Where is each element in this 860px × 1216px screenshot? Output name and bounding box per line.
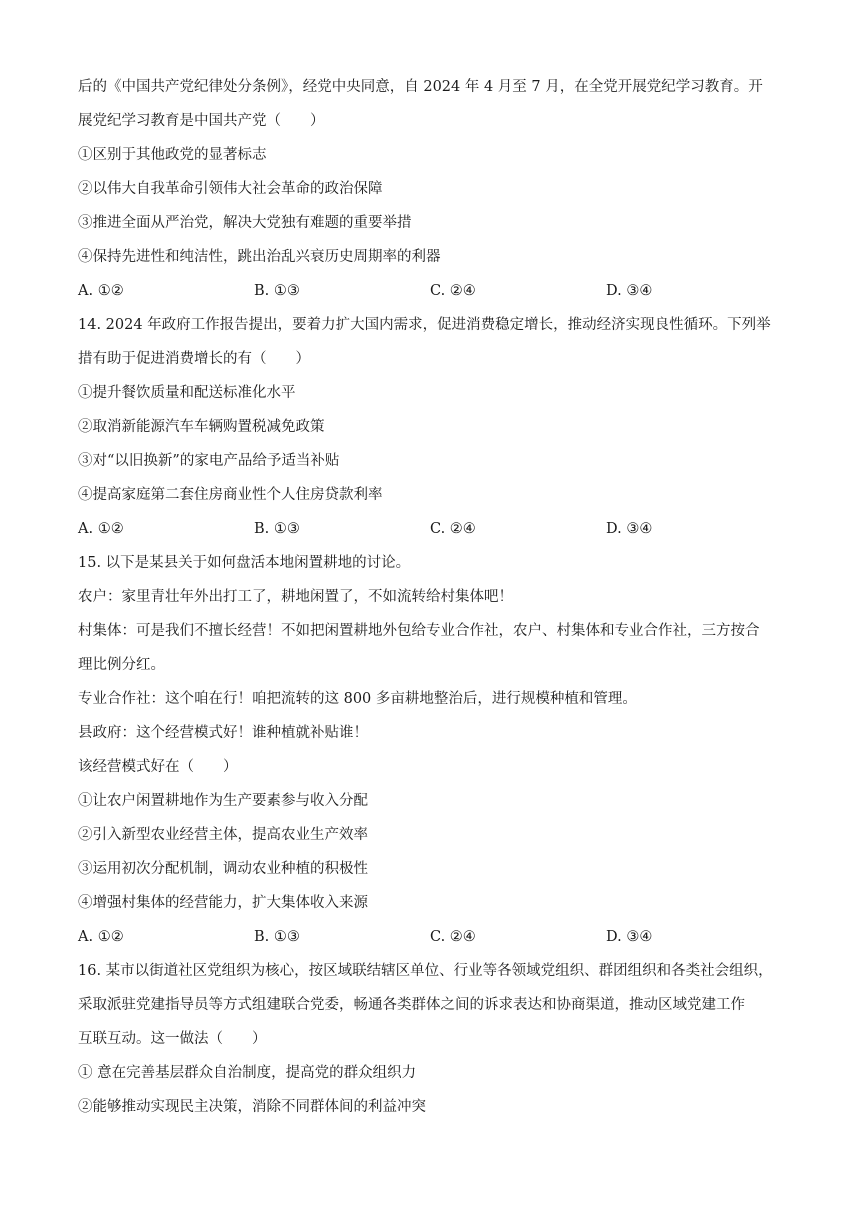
question-13-item-2: ②以伟大自我革命引领伟大社会革命的政治保障 (78, 181, 383, 197)
question-16-line-2: 采取派驻党建指导员等方式组建联合党委，畅通各类群体之间的诉求表达和协商渠道，推动区域党建工作 (78, 997, 745, 1013)
question-13-line-2: 展党纪学习教育是中国共产党（ ） (78, 113, 325, 129)
question-14-line-1: 14. 2024 年政府工作报告提出，要着力扩大国内需求，促进消费稳定增长，推动经济实现良性循环。下列举 (78, 317, 771, 333)
question-16-line-3: 互联互动。这一做法（ ） (78, 1031, 267, 1047)
question-14-item-4: ④提高家庭第二套住房商业性个人住房贷款利率 (78, 487, 383, 503)
question-16-item-2: ②能够推动实现民主决策，消除不同群体间的利益冲突 (78, 1099, 426, 1115)
question-13-item-1: ①区别于其他政党的显著标志 (78, 147, 267, 163)
question-15-line-4: 理比例分红。 (78, 657, 165, 673)
question-15 (78, 546, 782, 954)
question-15-item-1: ①让农户闲置耕地作为生产要素参与收入分配 (78, 793, 368, 809)
question-15-options (78, 920, 782, 954)
question-15-item-2: ②引入新型农业经营主体，提高农业生产效率 (78, 827, 368, 843)
question-14-option-d: D. ③④ (606, 521, 653, 537)
question-15-line-7: 该经营模式好在（ ） (78, 759, 238, 775)
question-14-line-2: 措有助于促进消费增长的有（ ） (78, 351, 310, 367)
question-14-option-c: C. ②④ (430, 521, 476, 537)
question-15-item-3: ③运用初次分配机制，调动农业种植的积极性 (78, 861, 368, 877)
question-14-item-2: ②取消新能源汽车车辆购置税减免政策 (78, 419, 325, 435)
question-15-option-c: C. ②④ (430, 929, 476, 945)
document-page (78, 70, 782, 1124)
question-13-line-1: 后的《中国共产党纪律处分条例》，经党中央同意，自 2024 年 4 月至 7 月，在全党开展党纪学习教育。开 (78, 79, 763, 95)
question-13-option-c: C. ②④ (430, 283, 476, 299)
question-15-line-5: 专业合作社：这个咱在行！咱把流转的这 800 多亩耕地整治后，进行规模种植和管理。 (78, 691, 637, 707)
question-14-item-3: ③对“以旧换新”的家电产品给予适当补贴 (78, 453, 340, 469)
question-15-option-b: B. ①③ (254, 929, 300, 945)
question-14-item-1: ①提升餐饮质量和配送标准化水平 (78, 385, 296, 401)
question-15-option-a: A. ①② (78, 929, 124, 945)
question-14-option-a: A. ①② (78, 521, 124, 537)
question-13-options (78, 274, 782, 308)
question-15-line-6: 县政府：这个经营模式好！谁种植就补贴谁！ (78, 725, 368, 741)
question-14-options (78, 512, 782, 546)
question-15-line-2: 农户：家里青壮年外出打工了，耕地闲置了，不如流转给村集体吧！ (78, 589, 513, 605)
question-15-option-d: D. ③④ (606, 929, 653, 945)
question-13-option-a: A. ①② (78, 283, 124, 299)
question-15-item-4: ④增强村集体的经营能力，扩大集体收入来源 (78, 895, 368, 911)
question-14-option-b: B. ①③ (254, 521, 300, 537)
question-13-option-d: D. ③④ (606, 283, 653, 299)
question-14 (78, 308, 782, 546)
question-15-line-3: 村集体：可是我们不擅长经营！不如把闲置耕地外包给专业合作社，农户、村集体和专业合作社，三方按合 (78, 623, 760, 639)
question-13-item-3: ③推进全面从严治党，解决大党独有难题的重要举措 (78, 215, 412, 231)
question-16 (78, 954, 782, 1124)
question-16-item-1: ① 意在完善基层群众自治制度，提高党的群众组织力 (78, 1065, 417, 1081)
question-13 (78, 70, 782, 308)
question-16-line-1: 16. 某市以街道社区党组织为核心，按区域联结辖区单位、行业等各领域党组织、群团组织和各类社会组织， (78, 963, 773, 979)
question-13-option-b: B. ①③ (254, 283, 300, 299)
question-15-line-1: 15. 以下是某县关于如何盘活本地闲置耕地的讨论。 (78, 555, 411, 571)
question-13-item-4: ④保持先进性和纯洁性，跳出治乱兴衰历史周期率的利器 (78, 249, 441, 265)
